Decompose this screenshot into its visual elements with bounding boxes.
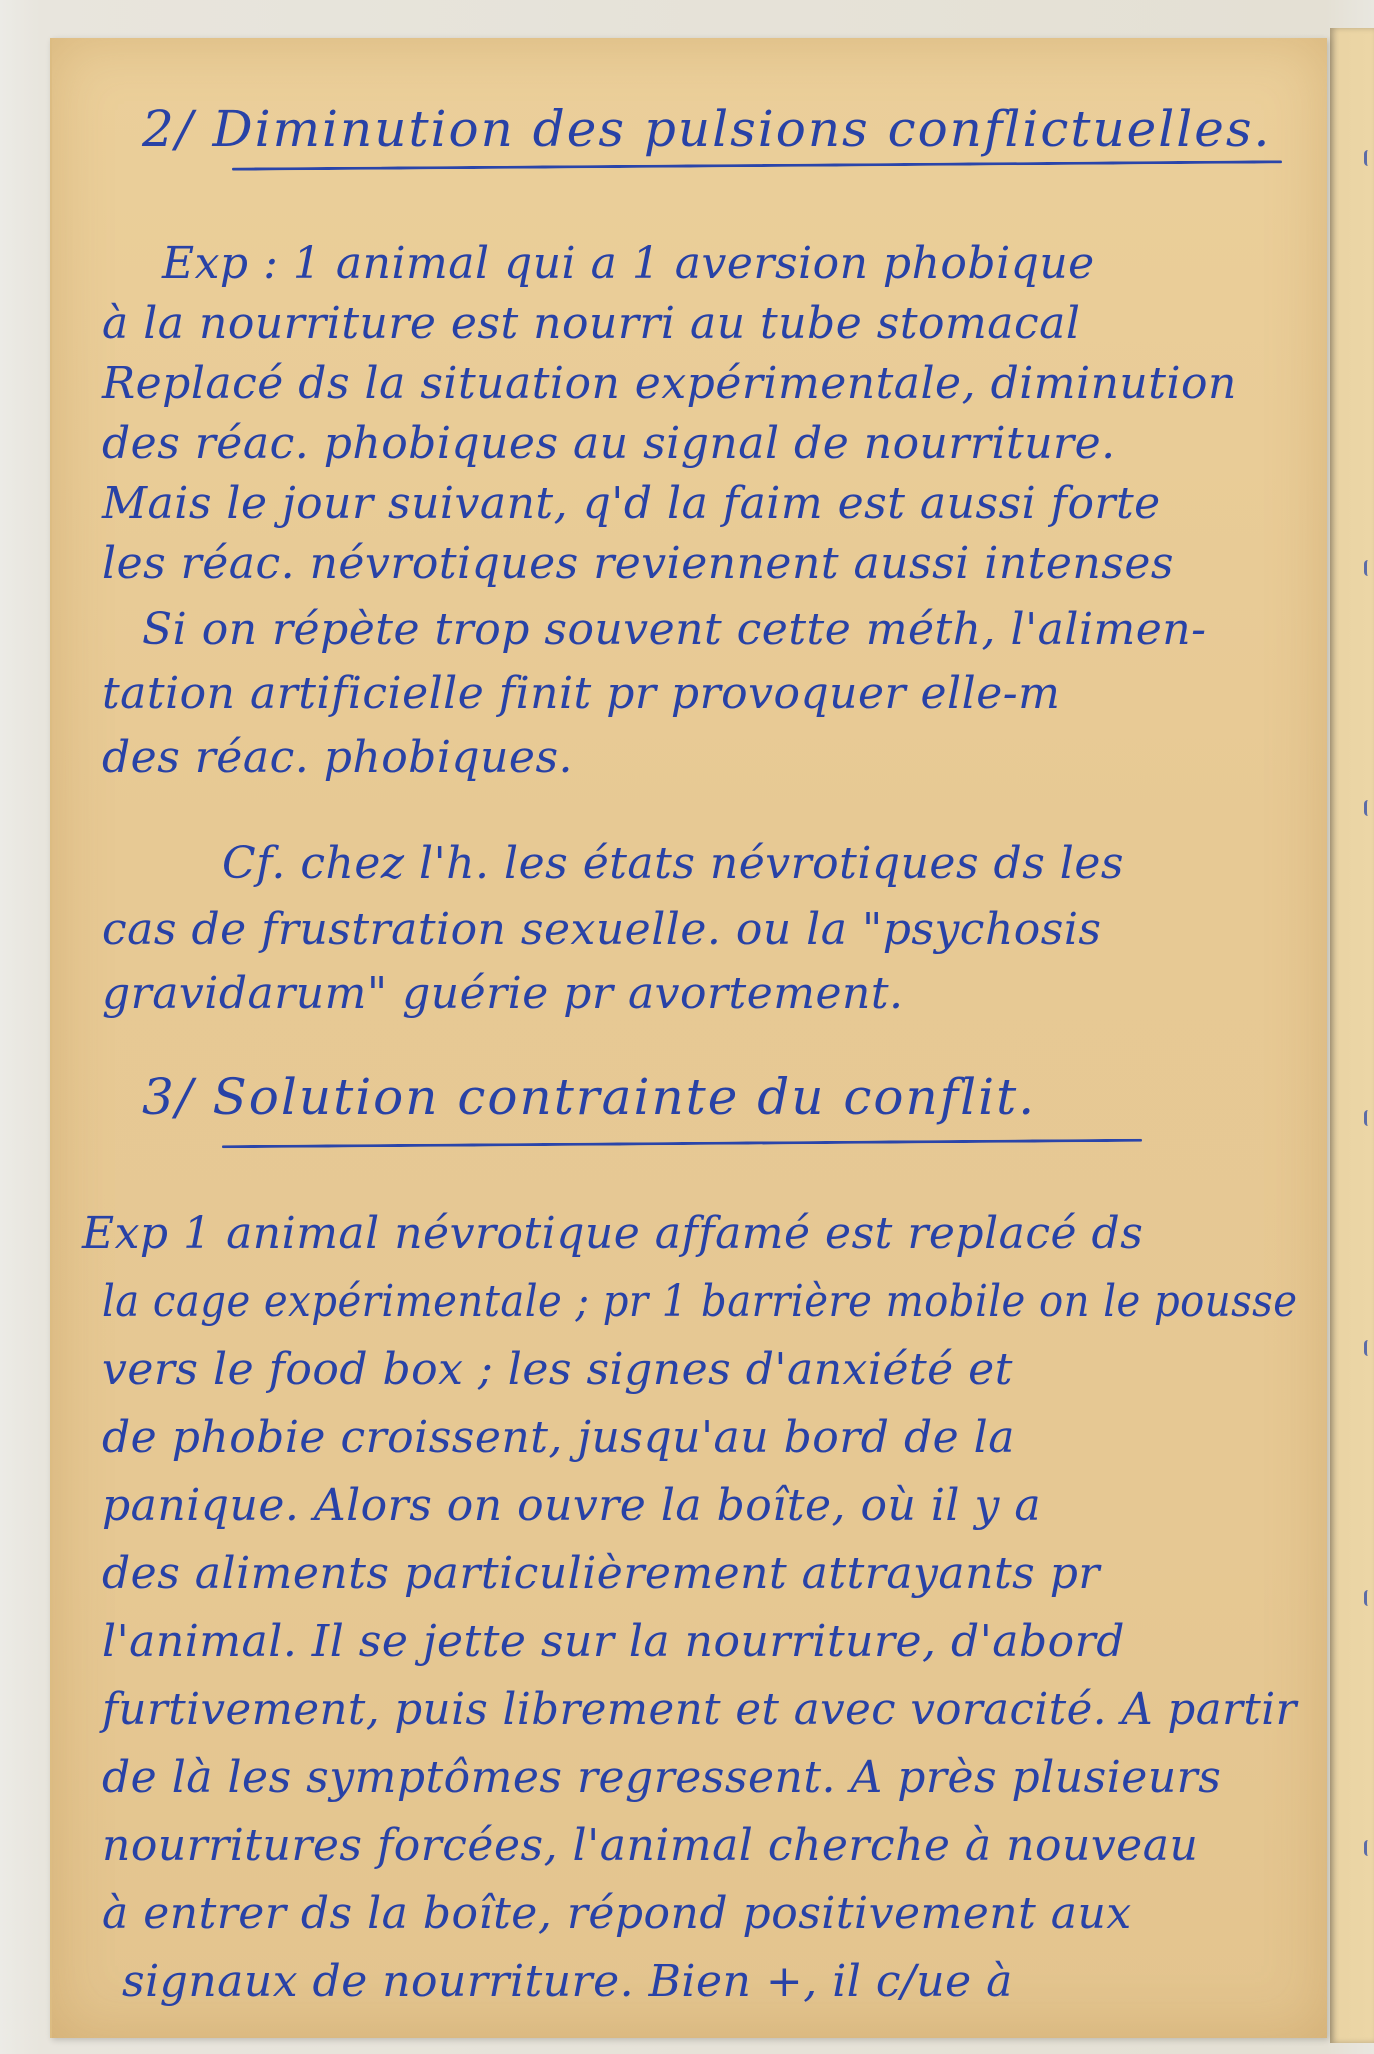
handwritten-line: signaux de nourriture. Bien +, il c/ue à: [122, 1956, 1013, 2007]
handwritten-note-line: Cf. chez l'h. les états névrotiques ds les: [222, 838, 1124, 889]
handwritten-line: nourritures forcées, l'animal cherche à nouveau: [102, 1820, 1199, 1871]
handwritten-line: la cage expérimentale ; pr 1 barrière mobile on le pousse: [102, 1276, 1298, 1327]
section-2-heading: 2/ Diminution des pulsions conflictuelles.: [142, 100, 1272, 158]
handwritten-line: à la nourriture est nourri au tube stomacal: [102, 298, 1081, 349]
notebook-page: [50, 38, 1327, 2038]
handwritten-line: Exp : 1 animal qui a 1 aversion phobique: [162, 238, 1095, 289]
handwritten-note-line: gravidarum" guérie pr avortement.: [102, 968, 904, 1019]
handwritten-line: Replacé ds la situation expérimentale, diminution: [102, 358, 1237, 409]
handwritten-line: vers le food box ; les signes d'anxiété et: [102, 1344, 1013, 1395]
section-3-heading: 3/ Solution contrainte du conflit.: [142, 1068, 1037, 1126]
handwritten-note-line: cas de frustration sexuelle. ou la "psychosis: [102, 904, 1102, 955]
handwritten-line: de là les symptômes regressent. A près plusieurs: [102, 1752, 1222, 1803]
handwritten-line: de phobie croissent, jusqu'au bord de la: [102, 1412, 1015, 1463]
handwritten-line: l'animal. Il se jette sur la nourriture, d'abord: [102, 1616, 1125, 1667]
adjacent-page-edge: [1330, 28, 1374, 2043]
section-3-heading-underline: [222, 1139, 1142, 1148]
handwritten-line: tation artificielle finit pr provoquer elle-m: [102, 668, 1061, 719]
adjacent-page-mark: [1364, 1110, 1373, 1126]
handwritten-line: furtivement, puis librement et avec voracité. A partir: [102, 1684, 1297, 1735]
adjacent-page-mark: [1364, 1590, 1373, 1606]
adjacent-page-mark: [1364, 560, 1373, 576]
adjacent-page-mark: [1364, 800, 1373, 816]
handwritten-line: panique. Alors on ouvre la boîte, où il y a: [102, 1480, 1042, 1531]
handwritten-line: des réac. phobiques.: [102, 732, 574, 783]
adjacent-page-mark: [1364, 1340, 1373, 1356]
handwritten-line: Exp 1 animal névrotique affamé est replacé ds: [82, 1208, 1144, 1259]
handwritten-line: des réac. phobiques au signal de nourriture.: [102, 418, 1116, 469]
handwritten-line: Si on répète trop souvent cette méth, l'alimen-: [142, 604, 1207, 655]
handwritten-line: à entrer ds la boîte, répond positivement aux: [102, 1888, 1132, 1939]
handwritten-line: les réac. névrotiques reviennent aussi intenses: [102, 538, 1174, 589]
section-2-heading-underline: [232, 160, 1282, 170]
handwritten-line: des aliments particulièrement attrayants pr: [102, 1548, 1100, 1599]
adjacent-page-mark: [1364, 150, 1373, 166]
adjacent-page-mark: [1364, 1840, 1373, 1856]
handwritten-line: Mais le jour suivant, q'd la faim est aussi forte: [102, 478, 1161, 529]
